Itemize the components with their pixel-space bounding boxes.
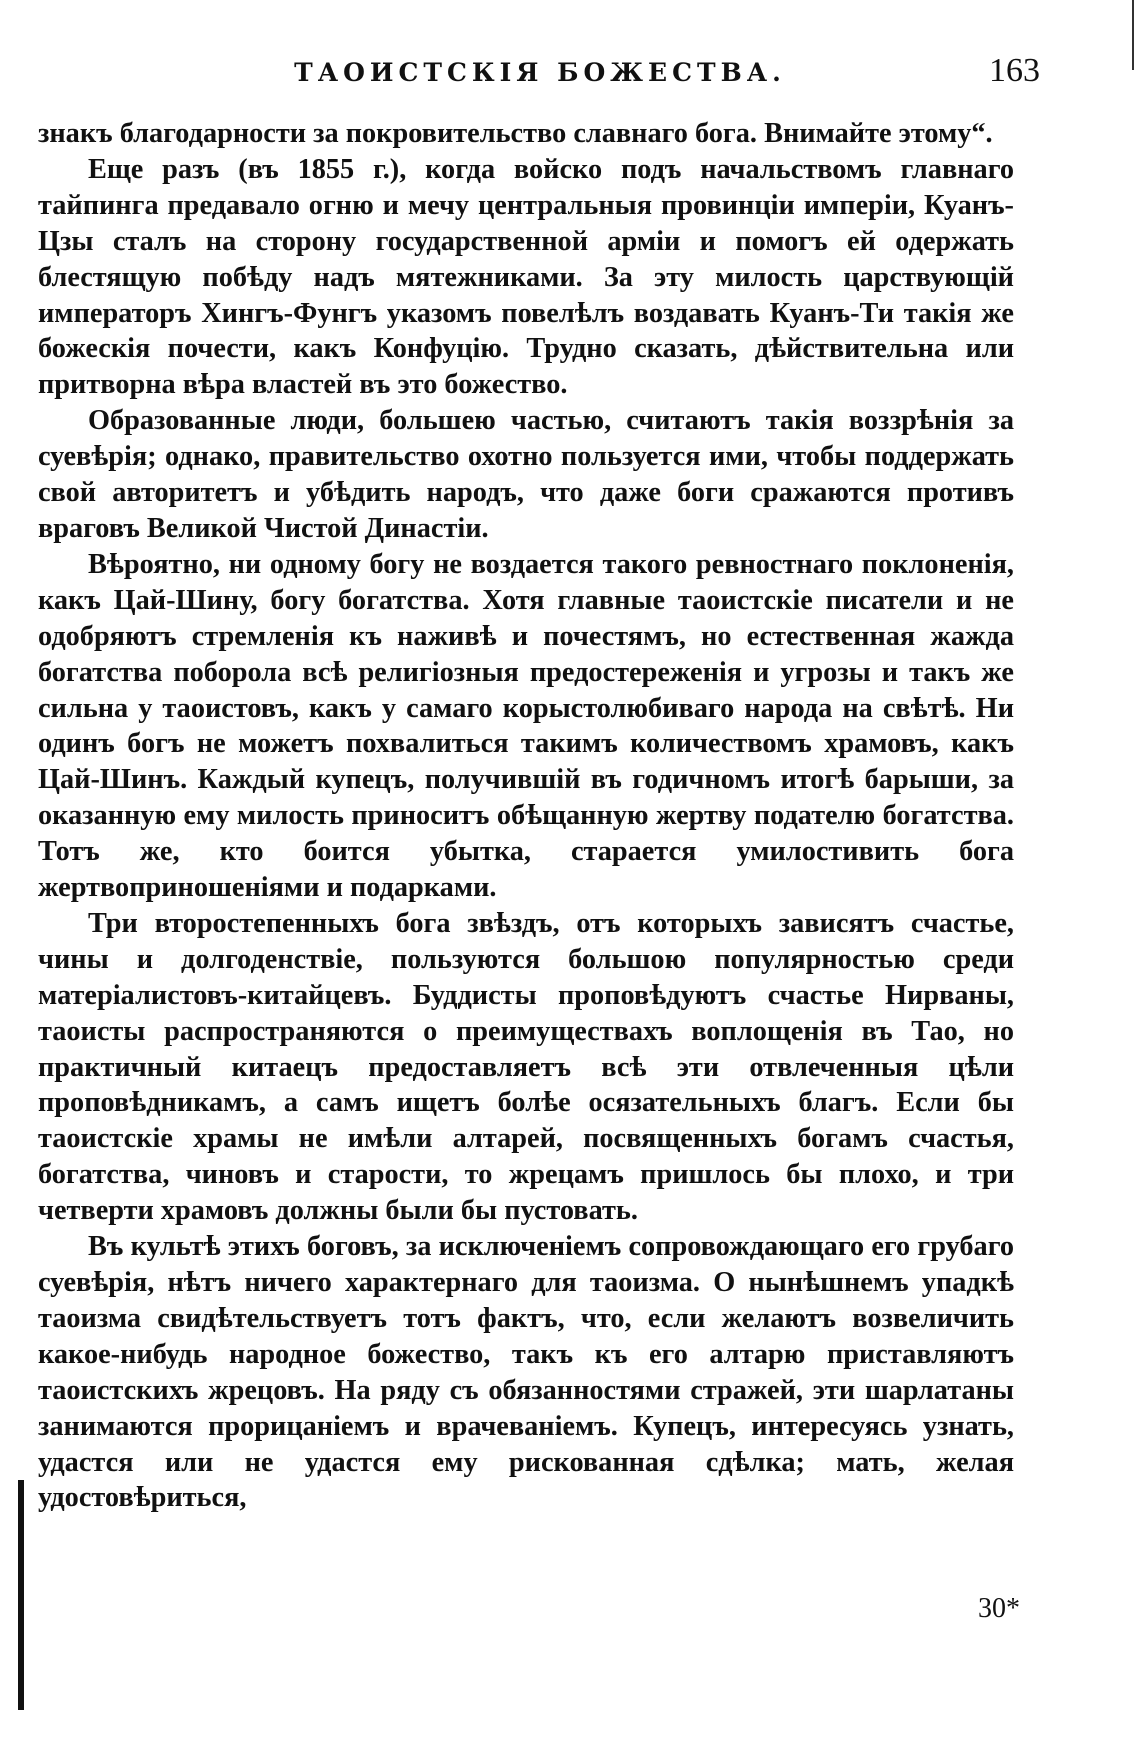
signature-mark: 30* (978, 1593, 1020, 1624)
page-header (40, 52, 1040, 98)
running-title: ТАОИСТСКІЯ БОЖЕСТВА. (294, 58, 786, 87)
page-number: 163 (989, 52, 1040, 89)
page-edge-mark (1132, 0, 1134, 70)
paragraph: Образованные люди, большею частью, считаютъ такія воззрѣнія за суевѣрія; однако, правительство охотно пользуется ими, чтобы поддержать свой авторитетъ и убѣдить народъ, что даже боги сражаются противъ враговъ Великой Чистой Династіи. (38, 405, 1014, 544)
margin-line (18, 1480, 24, 1710)
paragraph-continued: знакъ благодарности за покровительство славнаго бога. Внимайте этому“. (38, 118, 993, 149)
body-text (38, 116, 1014, 1516)
paragraph: Еще разъ (въ 1855 г.), когда войско подъ начальствомъ главнаго тайпинга предавало огню и мечу центральныя провинціи имперіи, Куанъ-Цзы сталъ на сторону государственной арміи и помогъ ей одержать блестящую побѣду надъ мятежниками. За эту милость царствующій императоръ Хингъ-Фунгъ указомъ повелѣлъ воздавать Куанъ-Ти такія же божескія почести, какъ Конфуцію. Трудно сказать, дѣйствительна или притворна вѣра властей въ это божество. (38, 153, 1014, 401)
paragraph: Вѣроятно, ни одному богу не воздается такого ревностнаго поклоненія, какъ Цай-Шину, богу богатства. Хотя главные таоистскіе писатели и не одобряютъ стремленія къ наживѣ и почестямъ, но естественная жажда богатства поборола всѣ религіозныя предостереженія и угрозы и такъ же сильна у таоистовъ, какъ у самаго корыстолюбиваго народа на свѣтѣ. Ни одинъ богъ не можетъ похвалиться такимъ количествомъ храмовъ, какъ Цай-Шинъ. Каждый купецъ, получившій въ годичномъ итогѣ барыши, за оказанную ему милость приноситъ обѣщанную жертву подателю богатства. Тотъ же, кто боится убытка, старается умилостивить бога жертвоприношеніями и подарками. (38, 548, 1014, 904)
paragraph: Въ культѣ этихъ боговъ, за исключеніемъ сопровождающаго его грубаго суевѣрія, нѣтъ ничего характернаго для таоизма. О нынѣшнемъ упадкѣ таоизма свидѣтельствуетъ тотъ фактъ, что, если желаютъ возвеличить какое-нибудь народное божество, такъ къ его алтарю приставляютъ таоистскихъ жрецовъ. На ряду съ обязанностями стражей, эти шарлатаны занимаются прорицаніемъ и врачеваніемъ. Купецъ, интересуясь узнать, удастся или не удастся ему рискованная сдѣлка; мать, желая удостовѣриться, (38, 1231, 1014, 1514)
paragraph: Три второстепенныхъ бога звѣздъ, отъ которыхъ зависятъ счастье, чины и долгоденствіе, пользуются большою популярностью среди матеріалистовъ-китайцевъ. Буддисты проповѣдуютъ счастье Нирваны, таоисты распространяются о преимуществахъ воплощенія въ Тао, но практичный китаецъ предоставляетъ всѣ эти отвлеченныя цѣли проповѣдникамъ, а самъ ищетъ болѣе осязательныхъ благъ. Если бы таоистскіе храмы не имѣли алтарей, посвященныхъ богамъ счастья, богатства, чиновъ и старости, то жрецамъ пришлось бы плохо, и три четверти храмовъ должны были бы пустовать. (38, 907, 1014, 1227)
